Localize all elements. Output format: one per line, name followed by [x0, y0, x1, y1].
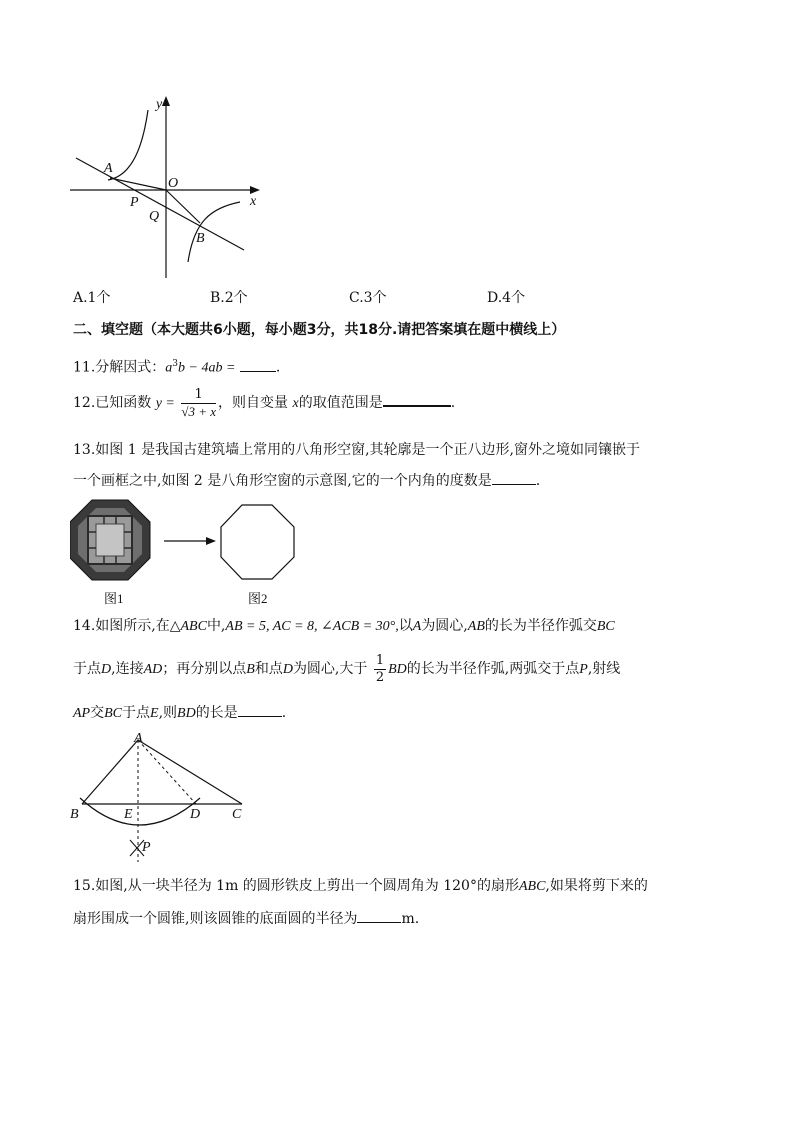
- q15-l2end: m.: [401, 911, 420, 927]
- q14-D: D: [101, 662, 112, 677]
- q15-abc: ABC: [518, 879, 546, 894]
- fig1-caption: 图1: [104, 591, 124, 606]
- q14-l3c: ,则: [158, 705, 178, 721]
- q12-fraction: [181, 387, 216, 420]
- label-A: A: [104, 161, 113, 176]
- q13-line1: 13.如图 1 是我国古建筑墙上常用的八角形空窗,其轮廓是一个正八边形,窗外之境如同镶嵌于: [73, 442, 640, 458]
- q13-line2: [73, 470, 540, 491]
- q14-A: A: [412, 619, 422, 634]
- q12-frac-num: 1: [181, 387, 216, 404]
- q14-B: B: [246, 662, 255, 677]
- q10-option-d: D.4个: [487, 290, 526, 306]
- q14-l1a: 14.如图所示,在△: [73, 618, 181, 634]
- question-12: [73, 384, 455, 423]
- q12-prefix: 12.已知函数: [73, 395, 152, 411]
- q14-l1e: 的长为半径作弧交: [484, 618, 597, 634]
- q11-expr-exp: 3: [172, 359, 178, 369]
- q14-l1c: 以: [398, 618, 413, 634]
- q13-figures: [70, 498, 310, 582]
- q14-BC2: BC: [104, 706, 122, 721]
- q14-E: E: [150, 706, 159, 721]
- q12-mid: ，则自变量: [218, 395, 289, 411]
- label-x: x: [250, 194, 257, 209]
- q11-expr-a: a: [165, 360, 173, 376]
- seg-AC: [138, 740, 242, 804]
- q14-l1d: 为圆心,: [421, 618, 468, 634]
- q14-half-num: 1: [375, 652, 385, 668]
- q14-l3end: .: [281, 705, 287, 721]
- fig14-label-B: B: [70, 807, 79, 822]
- q12-end: .: [450, 395, 456, 411]
- fig14-label-P: P: [142, 840, 151, 855]
- q14-BD2: BD: [177, 706, 196, 721]
- label-P: P: [130, 195, 139, 210]
- q14-line2: [73, 650, 620, 689]
- regular-octagon: [221, 505, 294, 579]
- q14-line3: [73, 702, 286, 724]
- q12-var: x: [292, 396, 299, 411]
- label-Q: Q: [149, 209, 160, 224]
- q12-answer-blank[interactable]: [383, 391, 451, 407]
- q14-l2f: 的长为半径作弧,两弧交于点: [406, 661, 580, 677]
- question-11: [73, 354, 280, 379]
- q13-line2-end: .: [535, 473, 541, 489]
- q14-l2g: ,射线: [587, 661, 621, 677]
- segment-OB: [166, 190, 200, 223]
- label-O: O: [168, 176, 179, 191]
- line-AB: [76, 158, 244, 250]
- q13-line2-text: 一个画框之中,如图 2 是八角形空窗的示意图,它的一个内角的度数是: [73, 473, 492, 489]
- q11-answer-blank[interactable]: [240, 357, 276, 372]
- q14-triangle-figure: [66, 728, 256, 862]
- q14-P: P: [579, 662, 588, 677]
- q14-l2e: 为圆心,大于: [292, 661, 368, 677]
- arc-BD: [80, 798, 200, 825]
- q14-l2c: ；再分别以点: [162, 661, 247, 677]
- q10-coordinate-figure: [60, 92, 280, 292]
- q13-answer-blank[interactable]: [492, 470, 536, 485]
- q14-l1b: 中,: [206, 618, 226, 634]
- q12-suffix: 的取值范围是: [298, 395, 383, 411]
- label-y: y: [156, 97, 163, 112]
- q15-line2: [73, 908, 419, 929]
- q14-l3a: 交: [90, 705, 105, 721]
- q14-AB: AB: [467, 619, 485, 634]
- q14-half: [374, 653, 386, 686]
- q14-BC: BC: [596, 619, 615, 634]
- q11-prefix: 11.分解因式：: [73, 359, 166, 376]
- window-center: [96, 524, 124, 556]
- fig14-label-E: E: [124, 807, 133, 822]
- q14-l2b: ,连接: [111, 661, 144, 677]
- section2-heading: 二、填空题（本大题共6小题，每小题3分，共18分.请把答案填在题中横线上）: [73, 322, 566, 338]
- q14-AP: AP: [73, 706, 91, 721]
- q15-line1: [73, 876, 648, 897]
- q14-l2d: 和点: [254, 661, 283, 677]
- q14-AD: AD: [143, 662, 163, 677]
- q14-abc: ABC: [180, 619, 207, 634]
- q15-l2: 扇形围成一个圆锥,则该圆锥的底面圆的半径为: [73, 911, 358, 927]
- q11-expr-rest: b − 4ab =: [178, 360, 236, 376]
- seg-AD-dashed: [138, 740, 196, 804]
- hyperbola-branch-left: [108, 110, 148, 180]
- q10-option-c: C.3个: [349, 290, 387, 306]
- q14-l3d: 的长是: [195, 705, 238, 721]
- q12-y-eq: y =: [155, 396, 175, 411]
- q10-option-b: B.2个: [210, 290, 248, 306]
- q14-line1: [73, 616, 615, 637]
- fig14-label-C: C: [232, 807, 242, 822]
- q14-answer-blank[interactable]: [238, 702, 282, 717]
- q14-l3b: 于点: [122, 705, 150, 721]
- q12-frac-den: √3 + x: [181, 403, 217, 419]
- q14-BD: BD: [388, 662, 407, 677]
- y-axis-arrow: [162, 96, 170, 106]
- q14-D2: D: [282, 662, 293, 677]
- q10-option-a: A.1个: [73, 290, 111, 306]
- q15-l1end: ,如果将剪下来的: [545, 878, 648, 894]
- q15-answer-blank[interactable]: [357, 908, 401, 923]
- q14-l2a: 于点: [73, 661, 101, 677]
- x-axis-arrow: [250, 186, 260, 194]
- q14-cond: AB = 5, AC = 8, ∠ACB = 30°,: [225, 619, 399, 634]
- q11-suffix: .: [275, 359, 281, 376]
- seg-AB: [82, 740, 138, 804]
- q15-l1: 15.如图,从一块半径为 1m 的圆形铁皮上剪出一个圆周角为 120°的扇形: [73, 878, 519, 894]
- label-B: B: [196, 231, 205, 246]
- fig14-label-D: D: [190, 807, 201, 822]
- fig-arrow-head: [206, 537, 216, 545]
- fig14-label-A: A: [134, 731, 143, 746]
- fig2-caption: 图2: [248, 591, 268, 606]
- segment-AO: [110, 178, 166, 190]
- q14-half-den: 2: [375, 669, 385, 685]
